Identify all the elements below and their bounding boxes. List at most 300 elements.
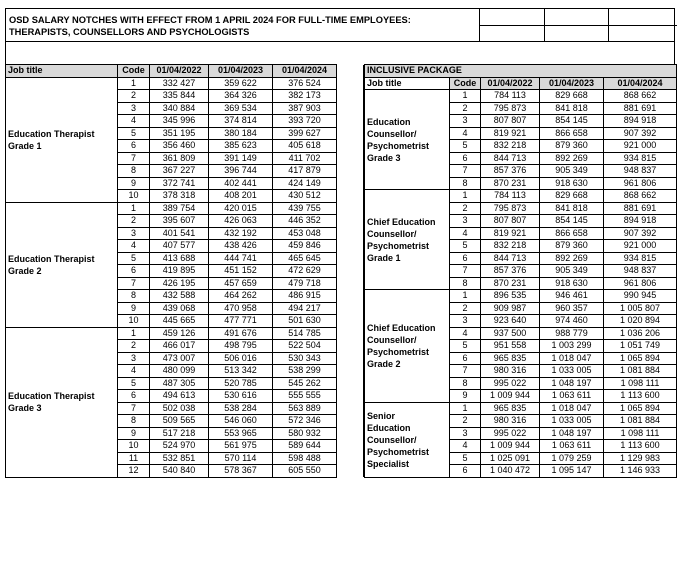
- salary-2023-cell: 498 795: [209, 340, 273, 353]
- salary-2023-cell: 892 269: [540, 252, 604, 265]
- job-title-cell: Senior Education Counsellor/ Psychometrist Specialist: [365, 402, 450, 477]
- notch-cell: 4: [118, 115, 150, 128]
- header-2023: 01/04/2023: [209, 65, 273, 78]
- salary-2024-cell: 1 036 206: [604, 327, 677, 340]
- notch-cell: 4: [118, 365, 150, 378]
- title-box: [5, 8, 675, 41]
- notch-cell: 8: [118, 415, 150, 428]
- salary-2023-cell: 841 818: [540, 102, 604, 115]
- salary-2023-cell: 477 771: [209, 315, 273, 328]
- notch-cell: 7: [450, 365, 481, 378]
- job-title-cell: Chief Education Counsellor/ Psychometrist Grade 1: [365, 190, 450, 290]
- salary-2022-cell: 473 007: [150, 352, 209, 365]
- salary-2022-cell: 980 316: [481, 415, 540, 428]
- separator-cell: [337, 390, 364, 403]
- salary-2023-cell: 1 033 005: [540, 415, 604, 428]
- separator-cell: [337, 252, 364, 265]
- salary-2022-cell: 439 068: [150, 302, 209, 315]
- salary-2022-cell: 807 807: [481, 115, 540, 128]
- separator-cell: [337, 77, 364, 90]
- salary-2024-cell: 424 149: [273, 177, 337, 190]
- salary-2022-cell: 965 835: [481, 402, 540, 415]
- notch-cell: 8: [118, 165, 150, 178]
- salary-2024-cell: 376 524: [273, 77, 337, 90]
- salary-2024-cell: 921 000: [604, 240, 677, 253]
- salary-2022-cell: 807 807: [481, 215, 540, 228]
- salary-2022-cell: 951 558: [481, 340, 540, 353]
- salary-2024-cell: 479 718: [273, 277, 337, 290]
- salary-2023-cell: 1 095 147: [540, 465, 604, 478]
- separator-cell: [337, 165, 364, 178]
- separator-cell: [337, 152, 364, 165]
- salary-2023-cell: 444 741: [209, 252, 273, 265]
- separator-cell: [337, 302, 364, 315]
- salary-2023-cell: 438 426: [209, 240, 273, 253]
- separator-cell: [337, 452, 364, 465]
- page-title: OSD SALARY NOTCHES WITH EFFECT FROM 1 APRIL 2024 FOR FULL-TIME EMPLOYEES: THERAPISTS, COUNSELLORS AND PSYCHOLOGISTS: [9, 15, 411, 37]
- salary-2023-cell: 879 360: [540, 240, 604, 253]
- notch-cell: 8: [450, 177, 481, 190]
- salary-2024-cell: 1 081 884: [604, 415, 677, 428]
- salary-2024-cell: 1 098 111: [604, 427, 677, 440]
- salary-2023-cell: 369 534: [209, 102, 273, 115]
- separator-cell: [337, 140, 364, 153]
- separator-cell: [337, 402, 364, 415]
- separator-cell: [337, 290, 364, 303]
- salary-2022-cell: 995 022: [481, 427, 540, 440]
- salary-2022-cell: 980 316: [481, 365, 540, 378]
- table-row: [6, 327, 364, 340]
- salary-2024-cell: 907 392: [604, 227, 677, 240]
- header-job-title: Job title: [365, 77, 450, 90]
- salary-2022-cell: 819 921: [481, 227, 540, 240]
- table-row: [365, 290, 677, 303]
- salary-2022-cell: 367 227: [150, 165, 209, 178]
- salary-2022-cell: 459 126: [150, 327, 209, 340]
- salary-2022-cell: 502 038: [150, 402, 209, 415]
- job-title-cell: Education Therapist Grade 2: [6, 202, 118, 327]
- salary-2024-cell: 948 837: [604, 265, 677, 278]
- table-row: [6, 202, 364, 215]
- salary-2024-cell: 1 129 983: [604, 452, 677, 465]
- salary-2023-cell: 491 676: [209, 327, 273, 340]
- header-2024: 01/04/2024: [604, 77, 677, 90]
- salary-2023-cell: 506 016: [209, 352, 273, 365]
- salary-2024-cell: 934 815: [604, 252, 677, 265]
- salary-2022-cell: 413 688: [150, 252, 209, 265]
- header-code: Code: [118, 65, 150, 78]
- notch-cell: 1: [450, 190, 481, 203]
- separator-cell: [337, 240, 364, 253]
- salary-2023-cell: 1 079 259: [540, 452, 604, 465]
- notch-cell: 9: [118, 427, 150, 440]
- salary-2024-cell: 411 702: [273, 152, 337, 165]
- notch-cell: 1: [450, 290, 481, 303]
- table-row: [365, 190, 677, 203]
- salary-2023-cell: 879 360: [540, 140, 604, 153]
- salary-2024-cell: 1 113 600: [604, 390, 677, 403]
- salary-2024-cell: 439 755: [273, 202, 337, 215]
- notch-cell: 3: [118, 227, 150, 240]
- notch-cell: 3: [450, 315, 481, 328]
- salary-2023-cell: 1 048 197: [540, 427, 604, 440]
- salary-2022-cell: 480 099: [150, 365, 209, 378]
- table-row: [365, 90, 677, 103]
- job-title-cell: Chief Education Counsellor/ Psychometrist Grade 2: [365, 290, 450, 403]
- notch-cell: 1: [450, 90, 481, 103]
- salary-2024-cell: 538 299: [273, 365, 337, 378]
- notch-cell: 10: [118, 190, 150, 203]
- header-job-title: Job title: [6, 65, 118, 78]
- notch-cell: 12: [118, 465, 150, 478]
- header-2022: 01/04/2022: [481, 77, 540, 90]
- salary-2024-cell: 563 889: [273, 402, 337, 415]
- salary-2022-cell: 345 996: [150, 115, 209, 128]
- notch-cell: 3: [118, 352, 150, 365]
- notch-cell: 1: [118, 327, 150, 340]
- notch-cell: 5: [450, 452, 481, 465]
- salary-2024-cell: 598 488: [273, 452, 337, 465]
- salary-2022-cell: 351 195: [150, 127, 209, 140]
- salary-2023-cell: 892 269: [540, 152, 604, 165]
- salary-2024-cell: 1 065 894: [604, 402, 677, 415]
- salary-2022-cell: 395 607: [150, 215, 209, 228]
- salary-2024-cell: 921 000: [604, 140, 677, 153]
- notch-cell: 4: [450, 227, 481, 240]
- separator-cell: [337, 177, 364, 190]
- notch-cell: 6: [450, 465, 481, 478]
- salary-2024-cell: 530 343: [273, 352, 337, 365]
- salary-2024-cell: 881 691: [604, 202, 677, 215]
- salary-2022-cell: 784 113: [481, 190, 540, 203]
- notch-cell: 2: [450, 202, 481, 215]
- salary-2022-cell: 1 009 944: [481, 390, 540, 403]
- notch-cell: 4: [450, 327, 481, 340]
- salary-2024-cell: 948 837: [604, 165, 677, 178]
- salary-2022-cell: 909 987: [481, 302, 540, 315]
- salary-2022-cell: 407 577: [150, 240, 209, 253]
- salary-2024-cell: 934 815: [604, 152, 677, 165]
- salary-2022-cell: 844 713: [481, 152, 540, 165]
- salary-2023-cell: 1 063 611: [540, 390, 604, 403]
- salary-2023-cell: 553 965: [209, 427, 273, 440]
- notch-cell: 4: [450, 440, 481, 453]
- separator-cell: [337, 265, 364, 278]
- salary-2024-cell: 1 051 749: [604, 340, 677, 353]
- salary-2023-cell: 946 461: [540, 290, 604, 303]
- separator-cell: [337, 427, 364, 440]
- salary-2023-cell: 391 149: [209, 152, 273, 165]
- notch-cell: 6: [118, 140, 150, 153]
- salary-2023-cell: 426 063: [209, 215, 273, 228]
- salary-2024-cell: 393 720: [273, 115, 337, 128]
- salary-2022-cell: 870 231: [481, 177, 540, 190]
- salary-2024-cell: 907 392: [604, 127, 677, 140]
- title-blank-cells: [479, 9, 677, 41]
- notch-cell: 9: [450, 390, 481, 403]
- notch-cell: 7: [450, 165, 481, 178]
- salary-2022-cell: 432 588: [150, 290, 209, 303]
- salary-2022-cell: 832 218: [481, 140, 540, 153]
- notch-cell: 5: [118, 127, 150, 140]
- salary-2024-cell: 417 879: [273, 165, 337, 178]
- salary-2022-cell: 784 113: [481, 90, 540, 103]
- salary-2023-cell: 1 003 299: [540, 340, 604, 353]
- salary-2022-cell: 1 040 472: [481, 465, 540, 478]
- notch-cell: 2: [118, 90, 150, 103]
- notch-cell: 10: [118, 315, 150, 328]
- salary-2023-cell: 905 349: [540, 265, 604, 278]
- separator-cell: [337, 277, 364, 290]
- notch-cell: 4: [118, 240, 150, 253]
- salary-2023-cell: 866 658: [540, 227, 604, 240]
- left-header-row: [6, 65, 364, 78]
- salary-2022-cell: 832 218: [481, 240, 540, 253]
- salary-2024-cell: 961 806: [604, 177, 677, 190]
- salary-2023-cell: 918 630: [540, 277, 604, 290]
- salary-2024-cell: 501 630: [273, 315, 337, 328]
- salary-2023-cell: 1 048 197: [540, 377, 604, 390]
- salary-2022-cell: 372 741: [150, 177, 209, 190]
- notch-cell: 8: [118, 290, 150, 303]
- salary-2022-cell: 1 009 944: [481, 440, 540, 453]
- separator-cell: [337, 365, 364, 378]
- salary-2024-cell: 1 098 111: [604, 377, 677, 390]
- salary-2024-cell: 486 915: [273, 290, 337, 303]
- salary-2024-cell: 1 146 933: [604, 465, 677, 478]
- right-header-row: [365, 77, 677, 90]
- notch-cell: 2: [450, 102, 481, 115]
- salary-2022-cell: 509 565: [150, 415, 209, 428]
- notch-cell: 7: [450, 265, 481, 278]
- salary-2022-cell: 844 713: [481, 252, 540, 265]
- salary-2023-cell: 546 060: [209, 415, 273, 428]
- notch-cell: 2: [450, 302, 481, 315]
- salary-2023-cell: 1 018 047: [540, 402, 604, 415]
- salary-2022-cell: 896 535: [481, 290, 540, 303]
- separator-cell: [337, 102, 364, 115]
- salary-2024-cell: 472 629: [273, 265, 337, 278]
- section-title: INCLUSIVE PACKAGE: [365, 65, 677, 78]
- separator-cell: [337, 127, 364, 140]
- salary-2022-cell: 445 665: [150, 315, 209, 328]
- notch-cell: 5: [450, 240, 481, 253]
- separator-cell: [337, 315, 364, 328]
- salary-2022-cell: 819 921: [481, 127, 540, 140]
- salary-2022-cell: 937 500: [481, 327, 540, 340]
- notch-cell: 2: [450, 415, 481, 428]
- salary-2023-cell: 866 658: [540, 127, 604, 140]
- salary-2024-cell: 572 346: [273, 415, 337, 428]
- notch-cell: 2: [118, 215, 150, 228]
- salary-2024-cell: 881 691: [604, 102, 677, 115]
- separator-cell: [337, 115, 364, 128]
- salary-2022-cell: 356 460: [150, 140, 209, 153]
- notch-cell: 5: [450, 340, 481, 353]
- salary-2022-cell: 870 231: [481, 277, 540, 290]
- salary-2023-cell: 432 192: [209, 227, 273, 240]
- notch-cell: 7: [118, 152, 150, 165]
- salary-2024-cell: 465 645: [273, 252, 337, 265]
- salary-2022-cell: 517 218: [150, 427, 209, 440]
- salary-2023-cell: 829 668: [540, 190, 604, 203]
- salary-2023-cell: 470 958: [209, 302, 273, 315]
- notch-cell: 3: [450, 427, 481, 440]
- salary-2024-cell: 382 173: [273, 90, 337, 103]
- salary-2023-cell: 988 779: [540, 327, 604, 340]
- salary-2023-cell: 402 441: [209, 177, 273, 190]
- separator-cell: [337, 227, 364, 240]
- notch-cell: 1: [118, 202, 150, 215]
- salary-2022-cell: 965 835: [481, 352, 540, 365]
- notch-cell: 2: [118, 340, 150, 353]
- salary-2023-cell: 854 145: [540, 215, 604, 228]
- salary-2023-cell: 854 145: [540, 115, 604, 128]
- salary-2024-cell: 405 618: [273, 140, 337, 153]
- salary-2022-cell: 401 541: [150, 227, 209, 240]
- separator-cell: [337, 215, 364, 228]
- salary-2023-cell: 359 622: [209, 77, 273, 90]
- salary-2022-cell: 361 809: [150, 152, 209, 165]
- section-title-row: [365, 65, 677, 78]
- separator-cell: [337, 377, 364, 390]
- salary-2023-cell: 974 460: [540, 315, 604, 328]
- salary-2022-cell: 335 844: [150, 90, 209, 103]
- notch-cell: 3: [450, 215, 481, 228]
- salary-2022-cell: 532 851: [150, 452, 209, 465]
- salary-2023-cell: 364 326: [209, 90, 273, 103]
- job-title-cell: Education Counsellor/ Psychometrist Grade 3: [365, 90, 450, 190]
- salary-2023-cell: 918 630: [540, 177, 604, 190]
- notch-cell: 1: [118, 77, 150, 90]
- salary-2024-cell: 453 048: [273, 227, 337, 240]
- salary-2024-cell: 1 005 807: [604, 302, 677, 315]
- separator-cell: [337, 352, 364, 365]
- salary-2022-cell: 923 640: [481, 315, 540, 328]
- salary-2023-cell: 538 284: [209, 402, 273, 415]
- salary-2024-cell: 894 918: [604, 215, 677, 228]
- notch-cell: 5: [118, 252, 150, 265]
- salary-2022-cell: 332 427: [150, 77, 209, 90]
- salary-2022-cell: 389 754: [150, 202, 209, 215]
- salary-2024-cell: 387 903: [273, 102, 337, 115]
- salary-2024-cell: 1 065 894: [604, 352, 677, 365]
- salary-2022-cell: 857 376: [481, 165, 540, 178]
- notch-cell: 5: [450, 140, 481, 153]
- salary-2024-cell: 961 806: [604, 277, 677, 290]
- salary-2023-cell: 829 668: [540, 90, 604, 103]
- salary-2023-cell: 1 018 047: [540, 352, 604, 365]
- salary-2023-cell: 841 818: [540, 202, 604, 215]
- table-row: [6, 77, 364, 90]
- salary-2022-cell: 487 305: [150, 377, 209, 390]
- separator-cell: [337, 340, 364, 353]
- notch-cell: 3: [118, 102, 150, 115]
- salary-2022-cell: 340 884: [150, 102, 209, 115]
- salary-2023-cell: 513 342: [209, 365, 273, 378]
- separator-cell: [337, 65, 364, 78]
- salary-2022-cell: 1 025 091: [481, 452, 540, 465]
- salary-2022-cell: 995 022: [481, 377, 540, 390]
- notch-cell: 8: [450, 277, 481, 290]
- notch-cell: 10: [118, 440, 150, 453]
- salary-sheet: [5, 8, 675, 478]
- salary-2022-cell: 795 873: [481, 202, 540, 215]
- separator-cell: [337, 202, 364, 215]
- salary-2024-cell: 894 918: [604, 115, 677, 128]
- right-salary-table: [364, 64, 677, 478]
- job-title-cell: Education Therapist Grade 3: [6, 327, 118, 477]
- salary-2024-cell: 1 020 894: [604, 315, 677, 328]
- salary-2023-cell: 905 349: [540, 165, 604, 178]
- spacer-row: [5, 41, 675, 64]
- separator-cell: [337, 190, 364, 203]
- salary-2024-cell: 459 846: [273, 240, 337, 253]
- salary-2024-cell: 430 512: [273, 190, 337, 203]
- salary-2023-cell: 420 015: [209, 202, 273, 215]
- separator-cell: [337, 327, 364, 340]
- salary-2022-cell: 540 840: [150, 465, 209, 478]
- salary-2023-cell: 520 785: [209, 377, 273, 390]
- salary-2022-cell: 795 873: [481, 102, 540, 115]
- job-title-cell: Education Therapist Grade 1: [6, 77, 118, 202]
- salary-2024-cell: 399 627: [273, 127, 337, 140]
- notch-cell: 6: [118, 265, 150, 278]
- salary-2024-cell: 990 945: [604, 290, 677, 303]
- salary-2024-cell: 868 662: [604, 190, 677, 203]
- salary-2024-cell: 605 550: [273, 465, 337, 478]
- salary-2022-cell: 466 017: [150, 340, 209, 353]
- salary-2022-cell: 426 195: [150, 277, 209, 290]
- salary-2023-cell: 374 814: [209, 115, 273, 128]
- notch-cell: 7: [118, 277, 150, 290]
- salary-2023-cell: 1 063 611: [540, 440, 604, 453]
- left-salary-table: [5, 64, 364, 478]
- salary-2023-cell: 960 357: [540, 302, 604, 315]
- table-row: [365, 402, 677, 415]
- notch-cell: 8: [450, 377, 481, 390]
- header-2023: 01/04/2023: [540, 77, 604, 90]
- header-code: Code: [450, 77, 481, 90]
- salary-2024-cell: 868 662: [604, 90, 677, 103]
- salary-2023-cell: 561 975: [209, 440, 273, 453]
- salary-2022-cell: 378 318: [150, 190, 209, 203]
- notch-cell: 11: [118, 452, 150, 465]
- notch-cell: 6: [450, 352, 481, 365]
- salary-2024-cell: 1 113 600: [604, 440, 677, 453]
- notch-cell: 7: [118, 402, 150, 415]
- notch-cell: 9: [118, 177, 150, 190]
- separator-cell: [337, 415, 364, 428]
- salary-2023-cell: 380 184: [209, 127, 273, 140]
- salary-2023-cell: 408 201: [209, 190, 273, 203]
- separator-cell: [337, 440, 364, 453]
- salary-2023-cell: 530 616: [209, 390, 273, 403]
- salary-2022-cell: 857 376: [481, 265, 540, 278]
- salary-2023-cell: 570 114: [209, 452, 273, 465]
- notch-cell: 6: [450, 252, 481, 265]
- salary-2024-cell: 545 262: [273, 377, 337, 390]
- salary-2023-cell: 457 659: [209, 277, 273, 290]
- salary-2024-cell: 446 352: [273, 215, 337, 228]
- salary-2023-cell: 1 033 005: [540, 365, 604, 378]
- salary-2023-cell: 578 367: [209, 465, 273, 478]
- salary-2024-cell: 580 932: [273, 427, 337, 440]
- salary-2023-cell: 451 152: [209, 265, 273, 278]
- salary-2022-cell: 524 970: [150, 440, 209, 453]
- salary-2024-cell: 494 217: [273, 302, 337, 315]
- separator-cell: [337, 465, 364, 478]
